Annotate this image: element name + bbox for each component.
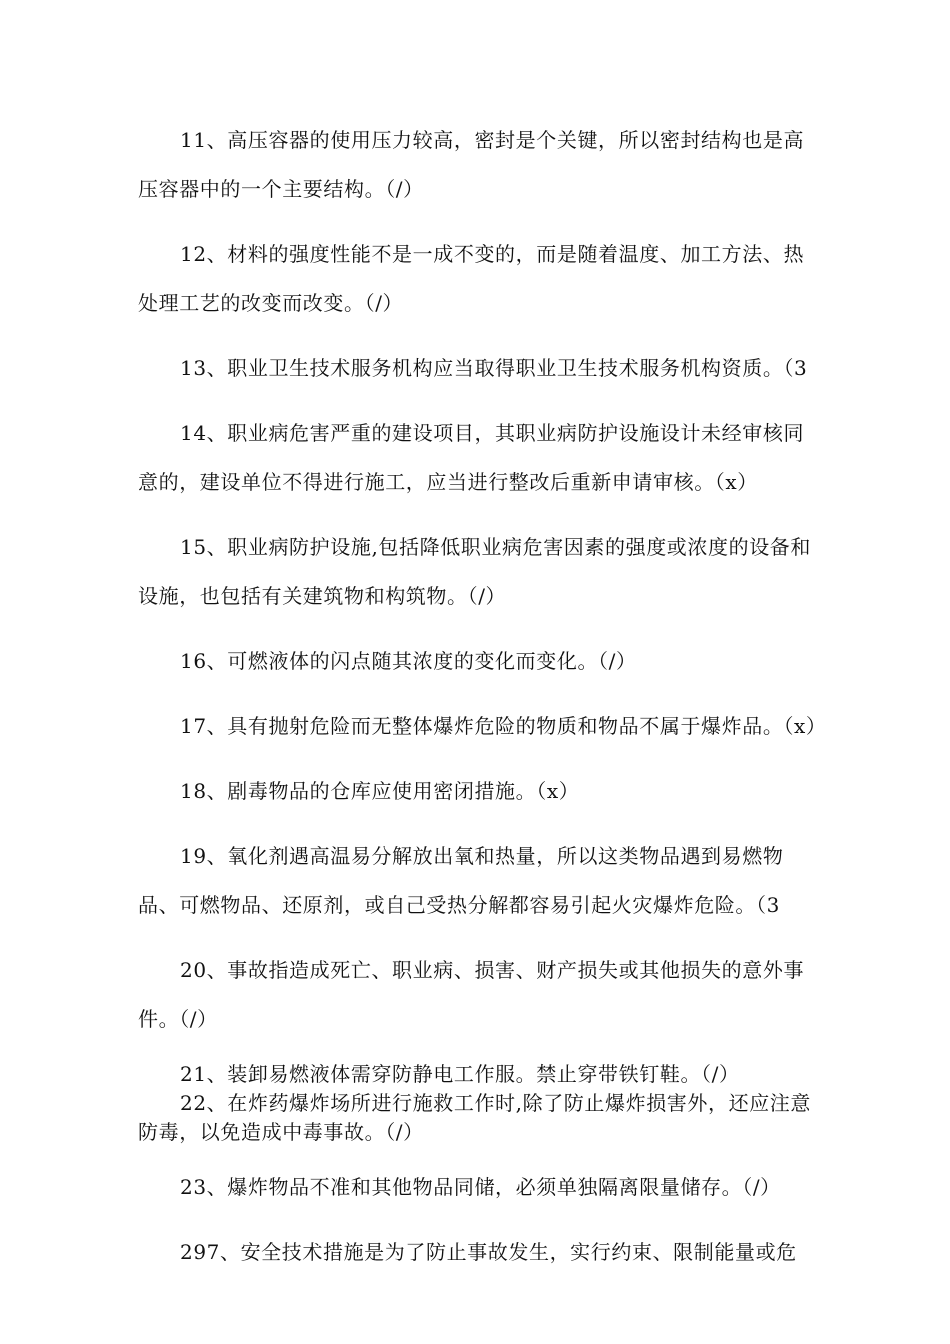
question-item: 19、氧化剂遇高温易分解放出氧和热量，所以这类物品遇到易燃物品、可燃物品、还原剂，或自己受热分解都容易引起火灾爆炸危险。（3 (138, 844, 784, 917)
question-item: 21、装卸易燃液体需穿防静电工作服。禁止穿带铁钉鞋。（/） (180, 1062, 740, 1086)
question-item: 18、剧毒物品的仓库应使用密闭措施。（x） (180, 779, 580, 803)
question-item: 16、可燃液体的闪点随其浓度的变化而变化。（/） (180, 649, 637, 673)
question-item: 20、事故指造成死亡、职业病、损害、财产损失或其他损失的意外事件。（/） (138, 958, 805, 1031)
question-item: 14、职业病危害严重的建设项目，其职业病防护设施设计未经审核同意的，建设单位不得进行施工，应当进行整改后重新申请审核。（x） (138, 421, 805, 494)
question-item: 297、安全技术措施是为了防止事故发生，实行约束、限制能量或危 (180, 1240, 797, 1264)
question-item: 13、职业卫生技术服务机构应当取得职业卫生技术服务机构资质。（3 (180, 356, 808, 380)
question-item: 22、在炸药爆炸场所进行施救工作时,除了防止爆炸损害外，还应注意防毒，以免造成中毒事故。（/） (138, 1091, 812, 1144)
question-item: 11、高压容器的使用压力较高，密封是个关键，所以密封结构也是高压容器中的一个主要结构。（/） (138, 128, 805, 201)
question-item: 15、职业病防护设施,包括降低职业病危害因素的强度或浓度的设备和设施，也包括有关建筑物和构筑物。（/） (138, 535, 812, 608)
question-item: 12、材料的强度性能不是一成不变的，而是随着温度、加工方法、热处理工艺的改变而改变。（/） (138, 242, 805, 315)
question-list (138, 116, 827, 1293)
question-item: 17、具有抛射危险而无整体爆炸危险的物质和物品不属于爆炸品。（x） (180, 714, 827, 738)
question-item: 23、爆炸物品不准和其他物品同储，必须单独隔离限量储存。（/） (180, 1175, 781, 1199)
